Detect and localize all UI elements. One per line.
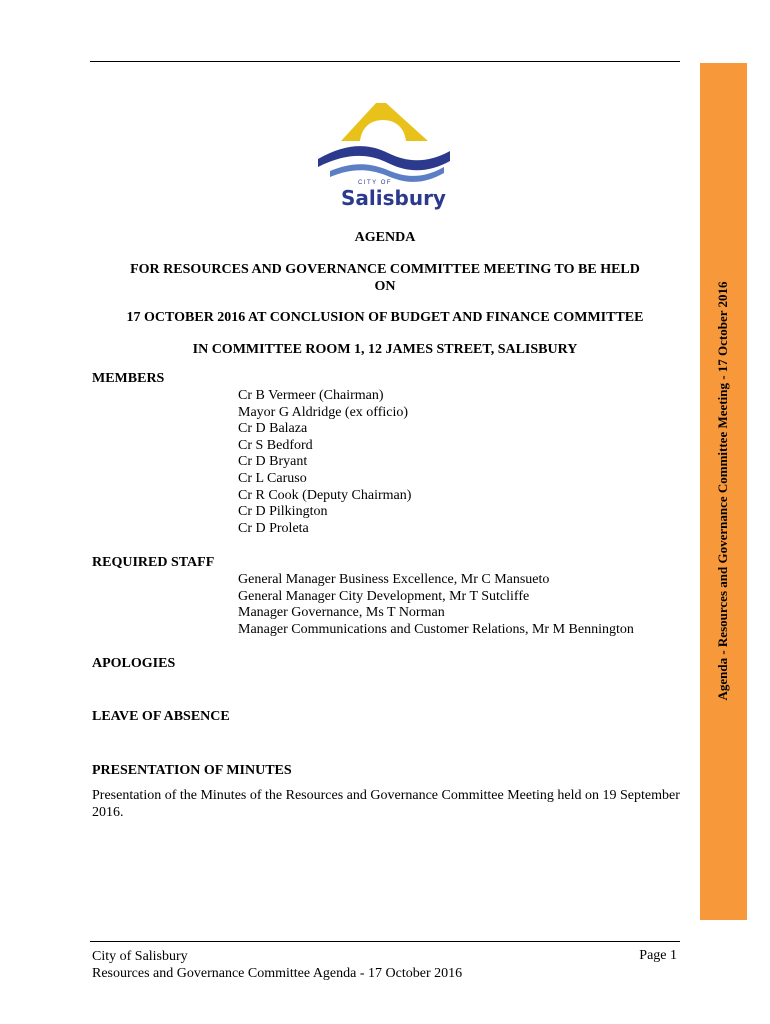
bottom-rule xyxy=(90,941,680,942)
member-item: Cr B Vermeer (Chairman) xyxy=(238,388,384,403)
meeting-heading-line1: FOR RESOURCES AND GOVERNANCE COMMITTEE MEETING TO BE HELD xyxy=(130,262,640,277)
logo-navy-wave xyxy=(318,146,450,170)
member-item: Cr R Cook (Deputy Chairman) xyxy=(238,487,412,503)
presentation-of-minutes-text: Presentation of the Minutes of the Resources and Governance Committee Meeting held on 19 September 2016. xyxy=(92,788,680,820)
staff-item: General Manager Business Excellence, Mr C Mansueto xyxy=(238,572,550,587)
required-staff-list xyxy=(238,572,634,638)
apologies-title: APOLOGIES xyxy=(92,656,176,671)
footer-left xyxy=(92,948,462,982)
city-of-salisbury-logo xyxy=(316,101,450,211)
side-tab-text: Agenda - Resources and Governance Committee Meeting - 17 October 2016 xyxy=(715,281,730,701)
page-number: Page 1 xyxy=(639,948,677,963)
footer-org: City of Salisbury xyxy=(92,949,188,964)
leave-of-absence-title: LEAVE OF ABSENCE xyxy=(92,709,230,724)
staff-item: General Manager City Development, Mr T Sutcliffe xyxy=(238,588,530,604)
presentation-of-minutes-title: PRESENTATION OF MINUTES xyxy=(92,763,292,778)
top-rule xyxy=(90,61,680,62)
staff-item: Manager Communications and Customer Relations, Mr M Bennington xyxy=(238,621,634,637)
side-tab xyxy=(700,63,747,920)
meeting-location-heading: IN COMMITTEE ROOM 1, 12 JAMES STREET, SALISBURY xyxy=(192,342,578,357)
member-item: Cr D Bryant xyxy=(238,454,308,470)
logo-city-of-text: CITY OF xyxy=(358,180,393,186)
footer-doc-title: Resources and Governance Committee Agenda - 17 October 2016 xyxy=(92,966,463,981)
required-staff-title: REQUIRED STAFF xyxy=(92,555,215,570)
member-item: Cr S Bedford xyxy=(238,437,313,453)
meeting-date-heading: 17 OCTOBER 2016 AT CONCLUSION OF BUDGET AND FINANCE COMMITTEE xyxy=(126,310,644,325)
member-item: Mayor G Aldridge (ex officio) xyxy=(238,404,409,420)
member-item: Cr D Balaza xyxy=(238,421,308,437)
agenda-heading: AGENDA xyxy=(354,230,416,245)
meeting-heading-line2: ON xyxy=(374,279,396,294)
member-item: Cr D Pilkington xyxy=(238,504,328,520)
member-item: Cr L Caruso xyxy=(238,470,307,486)
logo-gold-arch xyxy=(341,103,428,141)
staff-item: Manager Governance, Ms T Norman xyxy=(238,605,445,621)
members-list xyxy=(238,388,411,537)
member-item: Cr D Proleta xyxy=(238,520,309,536)
logo-name-text: Salisbury xyxy=(341,186,446,210)
members-title: MEMBERS xyxy=(92,371,165,386)
